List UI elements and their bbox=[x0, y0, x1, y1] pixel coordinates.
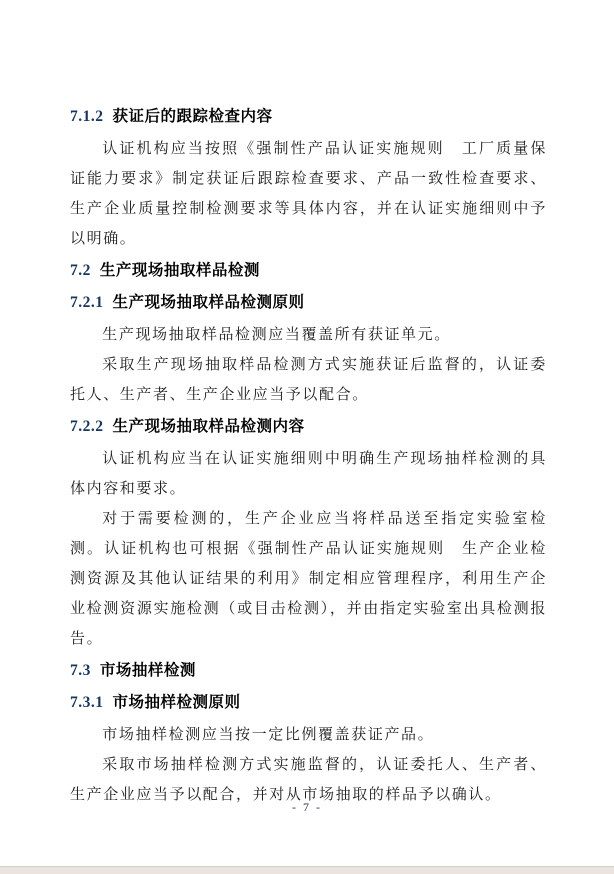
page-number: - 7 - bbox=[292, 800, 322, 814]
paragraph: 认证机构应当按照《强制性产品认证实施规则 工厂质量保证能力要求》制定获证后跟踪检查要求、产品一致性检查要求、生产企业质量控制检测要求等具体内容，并在认证实施细则中予以明确。 bbox=[70, 141, 547, 247]
section-heading-7-1-2 bbox=[70, 102, 547, 132]
section-heading-7-3-1 bbox=[70, 688, 547, 718]
section-title: 市场抽样检测 bbox=[99, 662, 196, 679]
section-title: 市场抽样检测原则 bbox=[112, 694, 241, 711]
paragraph: 采取市场抽样检测方式实施监督的，认证委托人、生产者、生产企业应当予以配合，并对从市场抽取的样品予以确认。 bbox=[70, 757, 547, 803]
section-heading-7-2 bbox=[70, 256, 547, 286]
section-number: 7.2 bbox=[70, 262, 91, 279]
paragraph: 市场抽样检测应当按一定比例覆盖获证产品。 bbox=[102, 727, 435, 743]
section-number: 7.3.1 bbox=[70, 694, 104, 711]
section-number: 7.2.2 bbox=[70, 418, 104, 435]
paragraph: 生产现场抽取样品检测应当覆盖所有获证单元。 bbox=[102, 327, 451, 343]
paragraph: 对于需要检测的，生产企业应当将样品送至指定实验室检测。认证机构也可根据《强制性产品认证实施规则 生产企业检测资源及其他认证结果的利用》制定相应管理程序，利用生产企业检测资源实施检测（或目击检测），并由指定实验室出具检测报告。 bbox=[70, 511, 547, 647]
page-bottom-edge bbox=[0, 866, 614, 874]
section-number: 7.2.1 bbox=[70, 294, 104, 311]
section-number: 7.3 bbox=[70, 662, 91, 679]
section-heading-7-2-2 bbox=[70, 412, 547, 442]
section-title: 生产现场抽取样品检测原则 bbox=[112, 294, 305, 311]
section-title: 生产现场抽取样品检测内容 bbox=[112, 418, 305, 435]
section-heading-7-2-1 bbox=[70, 288, 547, 318]
section-number: 7.1.2 bbox=[70, 108, 104, 125]
paragraph: 采取生产现场抽取样品检测方式实施获证后监督的，认证委托人、生产者、生产企业应当予以配合。 bbox=[70, 357, 547, 403]
section-heading-7-3 bbox=[70, 656, 547, 686]
section-title: 生产现场抽取样品检测 bbox=[99, 262, 260, 279]
section-title: 获证后的跟踪检查内容 bbox=[112, 108, 273, 125]
document-content bbox=[70, 100, 547, 810]
paragraph: 认证机构应当在认证实施细则中明确生产现场抽样检测的具体内容和要求。 bbox=[70, 451, 547, 497]
